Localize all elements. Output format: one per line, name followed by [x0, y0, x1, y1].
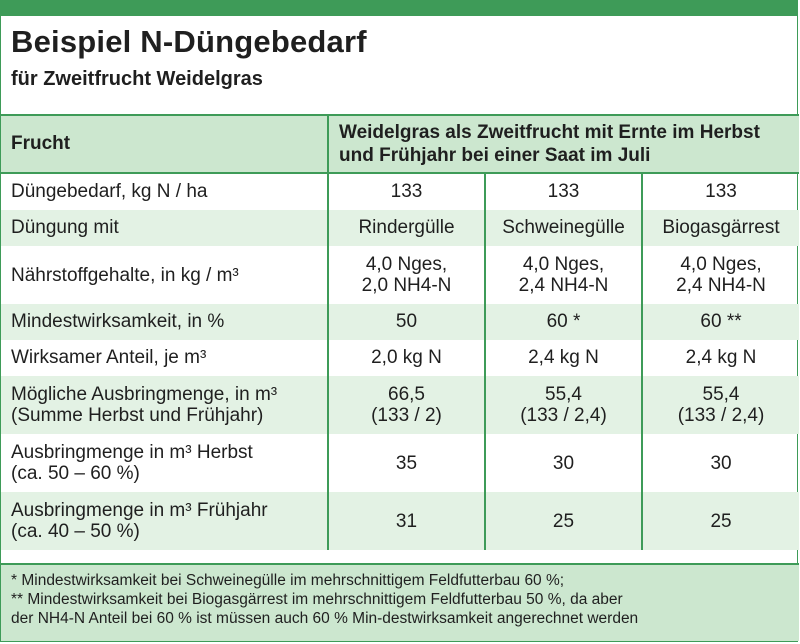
cell-schweinegulle: 25 [485, 492, 642, 550]
row-label: Düngebedarf, kg N / ha [1, 173, 328, 210]
footnote-line: der NH4-N Anteil bei 60 % ist müssen auch 60 % Min-destwirksamkeit angerechnet werden [11, 610, 639, 627]
cell-biogasgarrest: 25 [642, 492, 799, 550]
cell-line: 66,5 [388, 384, 425, 405]
cell-biogasgarrest: Biogasgärrest [642, 210, 799, 246]
cell-line: (133 / 2) [371, 405, 442, 426]
table-row [1, 246, 799, 304]
cell-line: (133 / 2,4) [677, 405, 765, 426]
cell-rindergulle [328, 246, 485, 304]
cell-line: 4,0 Nges, [365, 254, 448, 275]
table-row [1, 376, 799, 434]
footnote-line: ** Mindestwirksamkeit bei Biogasgärrest im mehrschnittigem Feldfutterbau 50 %, da aber [11, 591, 623, 608]
cell-schweinegulle [485, 246, 642, 304]
table-header-row [1, 115, 799, 173]
cell-line: 2,0 NH4-N [361, 275, 452, 296]
row-label: Düngung mit [1, 210, 328, 246]
cell-schweinegulle: 30 [485, 434, 642, 492]
row-label [1, 434, 328, 492]
row-label-line: (ca. 50 – 60 %) [11, 463, 140, 484]
row-label: Wirksamer Anteil, je m³ [1, 340, 328, 376]
row-label: Mindestwirksamkeit, in % [1, 304, 328, 340]
row-label-line: Ausbringmenge in m³ Herbst [11, 442, 253, 463]
cell-line: 4,0 Nges, [680, 254, 762, 275]
cell-line: 2,4 NH4-N [676, 275, 766, 296]
table-row [1, 304, 799, 340]
cell-biogasgarrest [642, 246, 799, 304]
table-row [1, 210, 799, 246]
cell-rindergulle: 2,0 kg N [328, 340, 485, 376]
cell-biogasgarrest: 60 ** [642, 304, 799, 340]
row-label-line: (Summe Herbst und Frühjahr) [11, 405, 264, 426]
top-accent-bar [1, 1, 797, 16]
footnote-box [1, 563, 799, 641]
cell-line: (133 / 2,4) [520, 405, 607, 426]
cell-line: 55,4 [702, 384, 740, 405]
row-label: Nährstoffgehalte, in kg / m³ [1, 246, 328, 304]
cell-rindergulle: Rindergülle [328, 210, 485, 246]
row-label-line: (ca. 40 – 50 %) [11, 521, 140, 542]
row-label [1, 492, 328, 550]
row-label-line: Ausbringmenge in m³ Frühjahr [11, 500, 268, 521]
cell-rindergulle: 50 [328, 304, 485, 340]
cell-rindergulle: 133 [328, 173, 485, 210]
cell-schweinegulle [485, 376, 642, 434]
cell-biogasgarrest: 30 [710, 452, 732, 474]
cell-rindergulle: 31 [328, 492, 485, 550]
fertilizer-table [1, 114, 799, 550]
cell-schweinegulle: 133 [485, 173, 642, 210]
header-weidelgras-line2: Herbst und Frühjahr bei einer Saat im Juli [339, 122, 760, 166]
cell-line: 4,0 Nges, [522, 254, 605, 275]
table-row [1, 173, 799, 210]
cell-schweinegulle: 60 * [485, 304, 642, 340]
cell-rindergulle: 35 [328, 434, 485, 492]
cell-biogasgarrest [642, 376, 799, 434]
footnote-line: * Mindestwirksamkeit bei Schweinegülle im mehrschnittigem Feldfutterbau 60 %; [11, 572, 565, 589]
cell-biogasgarrest: 2,4 kg N [685, 347, 757, 368]
table-row [1, 340, 799, 376]
header-weidelgras [328, 115, 799, 173]
page-title: Beispiel N-Düngebedarf [11, 24, 367, 59]
header-weidelgras-line1: Weidelgras als Zweitfrucht mit Ernte im [339, 122, 695, 143]
cell-rindergulle [328, 376, 485, 434]
cell-biogasgarrest: 133 [705, 181, 737, 202]
cell-line: 55,4 [545, 384, 582, 405]
row-label [1, 376, 328, 434]
table-row [1, 492, 799, 550]
table-row [1, 434, 799, 492]
page-subtitle: für Zweitfrucht Weidelgras [11, 68, 263, 90]
cell-schweinegulle: Schweinegülle [485, 210, 642, 246]
cell-line: 2,4 NH4-N [518, 275, 609, 296]
cell-schweinegulle: 2,4 kg N [485, 340, 642, 376]
header-frucht: Frucht [1, 115, 328, 173]
row-label-line: Mögliche Ausbringmenge, in m³ [11, 384, 278, 405]
